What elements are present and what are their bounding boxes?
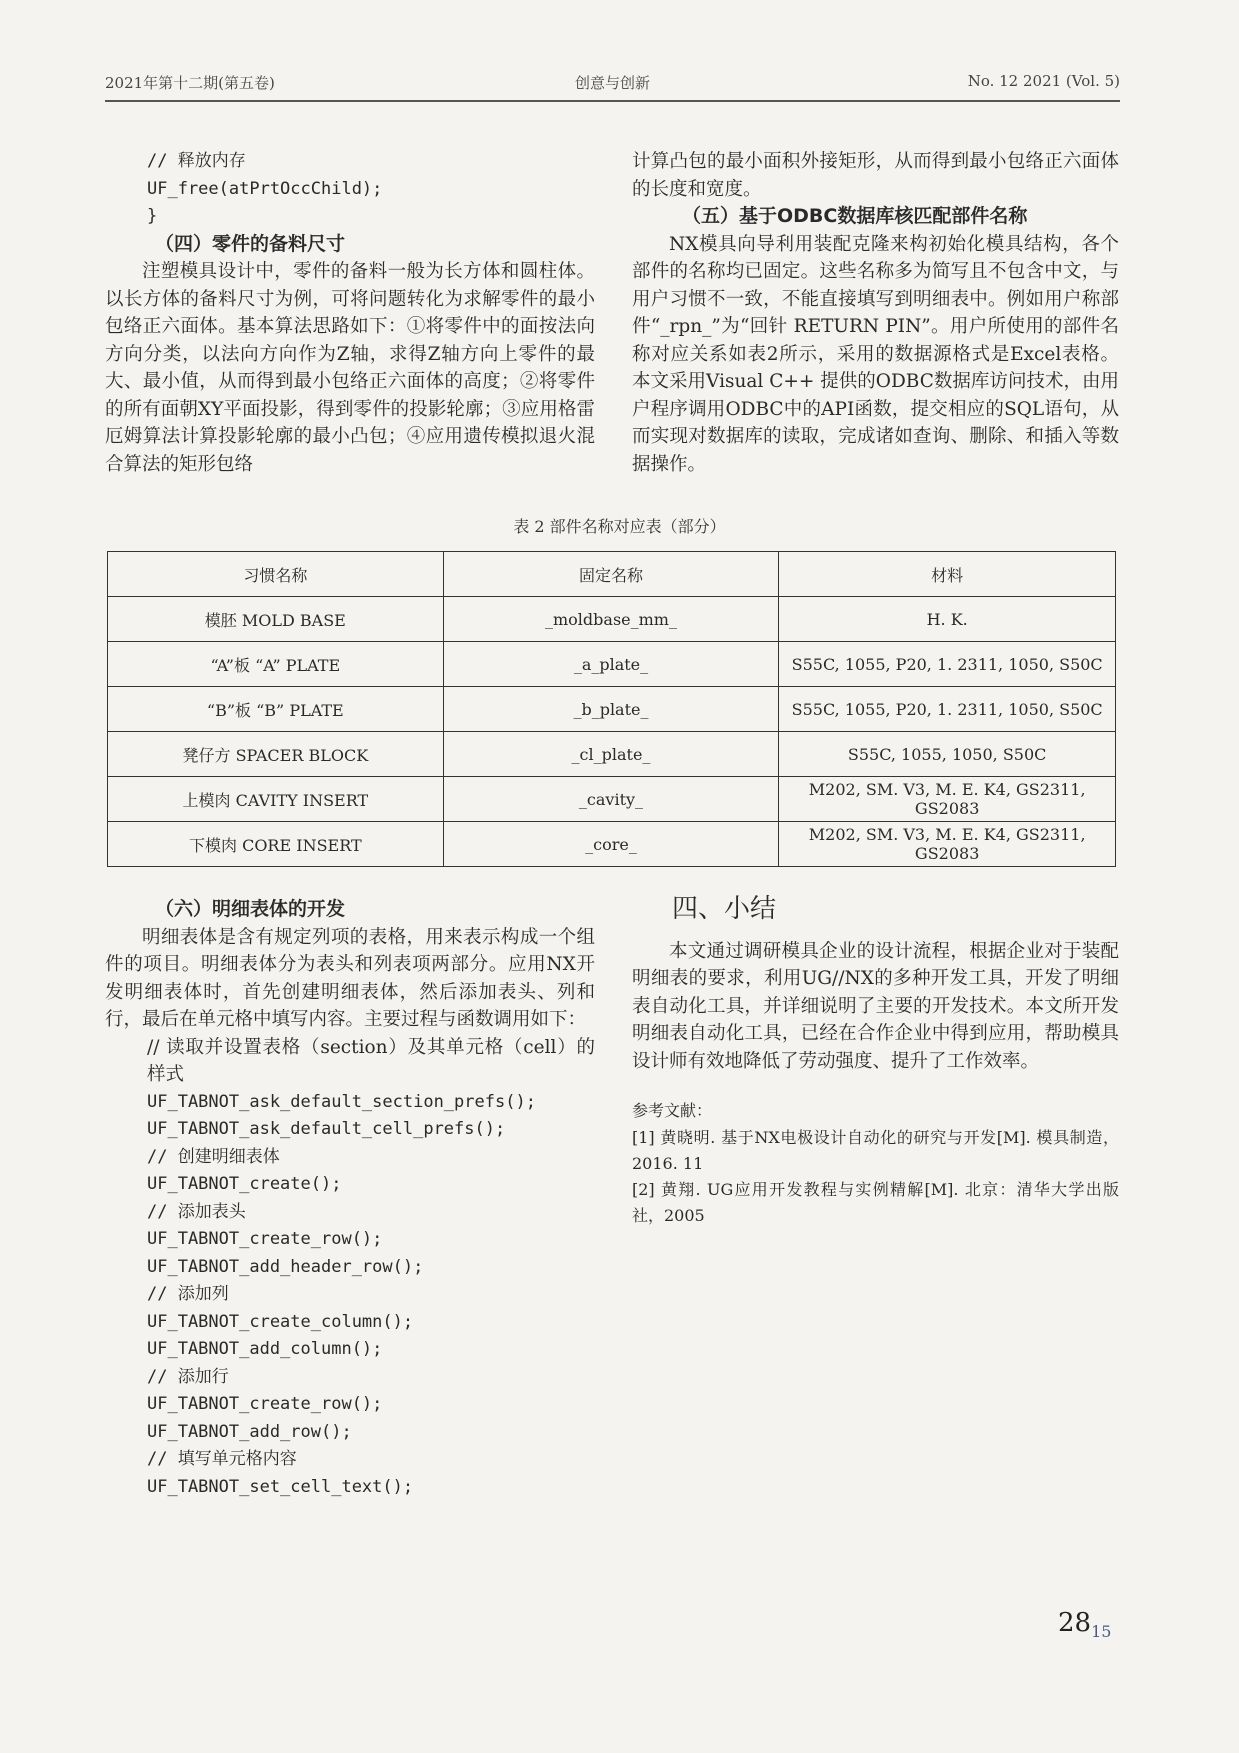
table-cell: 下模肉 CORE INSERT [108,822,444,867]
table-cell: _b_plate_ [443,687,779,732]
right-column-top [632,148,1119,478]
code-line: // 释放内存 [147,151,246,171]
header-journal-title: 创意与创新 [574,74,651,92]
table-cell: H. K. [779,597,1116,642]
section-heading: （六）明细表体的开发 [155,898,346,920]
section-heading-summary: 四、小结 [672,894,777,924]
right-column-bottom [632,896,1119,1229]
page-number [1058,1608,1111,1641]
paragraph: 本文通过调研模具企业的设计流程，根据企业对于装配明细表的要求，利用UG//NX的多种开发工具，开发了明细表自动化工具，并详细说明了主要的开发技术。本文所开发明细表自动化工具，已经在合作企业中得到应用，帮助模具设计师有效地降低了劳动强度、提升了工作效率。 [632,940,1119,1072]
table-row [108,822,1116,867]
header-issue: 2021年第十二期(第五卷) [105,74,275,92]
code-line: UF_TABNOT_add_row(); [147,1421,352,1442]
table-cell: _moldbase_mm_ [443,597,779,642]
table-cell: S55C, 1055, P20, 1. 2311, 1050, S50C [779,642,1116,687]
code-line: UF_TABNOT_set_cell_text(); [147,1476,414,1497]
table-caption: 表 2 部件名称对应表（部分） [513,517,726,536]
table-header-row [108,552,1116,597]
code-line: UF_TABNOT_ask_default_section_prefs(); [147,1091,536,1112]
section-heading: （四）零件的备料尺寸 [155,232,346,255]
paragraph: 注塑模具设计中，零件的备料一般为长方体和圆柱体。以长方体的备料尺寸为例，可将问题转化为求解零件的最小包络正六面体。基本算法思路如下：①将零件中的面按法向方向分类，以法向方向作为Z轴，求得Z轴方向上零件的最大、最小值，从而得到最小包络正六面体的高度；②将零件的所有面朝XY平面投影，得到零件的投影轮廓；③应用格雷厄姆算法计算投影轮廓的最小凸包；④应用遗传模拟退火混合算法的矩形包络 [105,261,595,475]
table-header-cell: 固定名称 [443,552,779,597]
references-title: 参考文献： [632,1101,713,1120]
code-line: UF_TABNOT_add_column(); [147,1339,383,1359]
table-cell: “A”板 “A” PLATE [108,642,444,687]
running-header [105,72,1120,102]
code-line: } [147,206,158,226]
paragraph: 明细表体是含有规定列项的表格，用来表示构成一个组件的项目。明细表体分为表头和列表项两部分。应用NX开发明细表体时，首先创建明细表体，然后添加表头、列和行，最后在单元格中填写内容。主要过程与函数调用如下： [105,926,595,1030]
code-line: // 添加列 [147,1284,229,1304]
section-heading: （五）基于ODBC数据库核匹配部件名称 [682,205,1028,227]
table-cell: 上模肉 CAVITY INSERT [108,777,444,822]
table-row [108,777,1116,822]
table-cell: _core_ [443,822,779,867]
table-cell: _a_plate_ [443,642,779,687]
table-cell: 凳仔方 SPACER BLOCK [108,732,444,777]
code-line: UF_TABNOT_create_row(); [147,1394,383,1414]
table-row [108,732,1116,777]
table-cell: 模胚 MOLD BASE [108,597,444,642]
table-cell: M202, SM. V3, M. E. K4, GS2311, GS2083 [779,822,1116,867]
reference-item: [1] 黄晓明. 基于NX电极设计自动化的研究与开发[M]. 模具制造，2016. 11 [632,1127,1119,1173]
table-header-cell: 材料 [779,552,1116,597]
code-line: UF_free(atPrtOccChild); [147,178,383,199]
code-line: UF_TABNOT_create_column(); [147,1311,414,1332]
code-line: UF_TABNOT_add_header_row(); [147,1256,424,1277]
table-cell: “B”板 “B” PLATE [108,687,444,732]
parts-name-table [107,551,1116,867]
table-cell: M202, SM. V3, M. E. K4, GS2311, GS2083 [779,777,1116,822]
left-column-top [105,148,595,478]
code-line: UF_TABNOT_create_row(); [147,1229,383,1249]
table-cell: _cl_plate_ [443,732,779,777]
table-row [108,597,1116,642]
table-header-cell: 习惯名称 [108,552,444,597]
paragraph: NX模具向导利用装配克隆来构初始化模具结构，各个部件的名称均已固定。这些名称多为简写且不包含中文，与用户习惯不一致，不能直接填写到明细表中。例如用户称部件“_rpn_”为“回针 RETURN PIN”。用户所使用的部件名称对应关系如表2所示，采用的数据源格式是Excel表格。本文采用Visual C++ 提供的ODBC数据库访问技术，由用户程序调用ODBC中的API函数，提交相应的SQL语句，从而实现对数据库的读取，完成诸如查询、删除、和插入等数据操作。 [632,233,1119,475]
table-cell: S55C, 1055, P20, 1. 2311, 1050, S50C [779,687,1116,732]
reference-item: [2] 黄翔. UG应用开发教程与实例精解[M]. 北京：清华大学出版社，2005 [632,1179,1119,1225]
code-line: // 添加行 [147,1366,229,1387]
table-cell: _cavity_ [443,777,779,822]
table-row [108,642,1116,687]
table-row [108,687,1116,732]
code-line: UF_TABNOT_ask_default_cell_prefs(); [147,1119,506,1139]
table-cell: S55C, 1055, 1050, S50C [779,732,1116,777]
page-number-sub: 15 [1091,1622,1112,1642]
code-line: // 填写单元格内容 [147,1449,297,1469]
page-number-main: 28 [1058,1608,1092,1638]
left-column-bottom [105,896,595,1501]
code-comment: // 读取并设置表格（section）及其单元格（cell）的样式 [147,1036,595,1085]
code-line: // 添加表头 [147,1201,246,1222]
code-line: UF_TABNOT_create(); [147,1174,342,1194]
header-volume: No. 12 2021 (Vol. 5) [967,72,1120,90]
code-line: // 创建明细表体 [147,1146,280,1167]
paragraph: 计算凸包的最小面积外接矩形，从而得到最小包络正六面体的长度和宽度。 [632,151,1119,200]
